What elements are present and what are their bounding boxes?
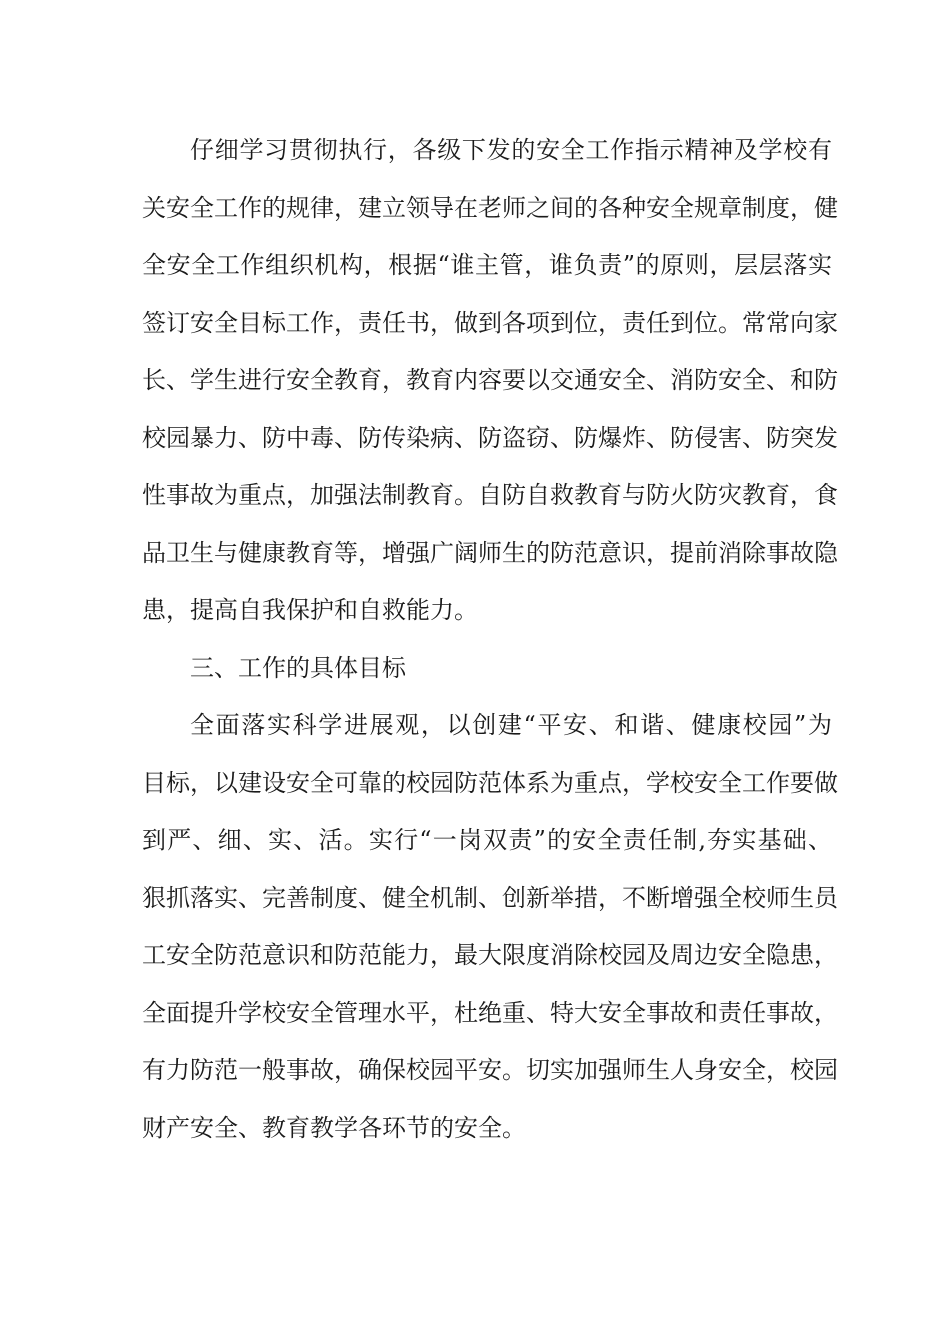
- text-line: 患，提高自我保护和自救能力。: [142, 596, 478, 624]
- document-body: [142, 122, 838, 1157]
- text-line: 有力防范一般事故，确保校园平安。切实加强师生人身安全，校园: [142, 1056, 838, 1084]
- text-line: 到严、细、实、活。实行“一岗双责”的安全责任制,夯实基础、: [142, 826, 832, 854]
- text-line: 全安全工作组织机构，根据“谁主管，谁负责”的原则，层层落实: [142, 251, 832, 279]
- section-heading: 三、工作的具体目标: [190, 653, 406, 682]
- text-line: 全面落实科学进展观，以创建“平安、和谐、健康校园”为: [190, 711, 832, 739]
- paragraph-work-goals: [142, 697, 838, 1157]
- text-line: 性事故为重点，加强法制教育。自防自救教育与防火防灾教育，食: [142, 481, 838, 509]
- text-line: 仔细学习贯彻执行，各级下发的安全工作指示精神及学校有: [190, 136, 832, 164]
- text-line: 长、学生进行安全教育，教育内容要以交通安全、消防安全、和防: [142, 366, 838, 394]
- text-line: 签订安全目标工作，责任书，做到各项到位，责任到位。常常向家: [142, 308, 838, 337]
- text-line: 品卫生与健康教育等，增强广阔师生的防范意识，提前消除事故隐: [142, 538, 838, 567]
- text-line: 工安全防范意识和防范能力，最大限度消除校园及周边安全隐患，: [142, 941, 838, 969]
- text-line: 目标，以建设安全可靠的校园防范体系为重点，学校安全工作要做: [142, 768, 838, 797]
- text-line: 狠抓落实、完善制度、健全机制、创新举措，不断增强全校师生员: [142, 883, 838, 912]
- paragraph-safety-education: [142, 122, 838, 640]
- text-line: 全面提升学校安全管理水平，杜绝重、特大安全事故和责任事故，: [142, 998, 838, 1027]
- text-line: 校园暴力、防中毒、防传染病、防盗窃、防爆炸、防侵害、防突发: [142, 423, 838, 452]
- text-line: 关安全工作的规律，建立领导在老师之间的各种安全规章制度，健: [142, 193, 838, 222]
- text-line: 财产安全、教育教学各环节的安全。: [142, 1113, 526, 1142]
